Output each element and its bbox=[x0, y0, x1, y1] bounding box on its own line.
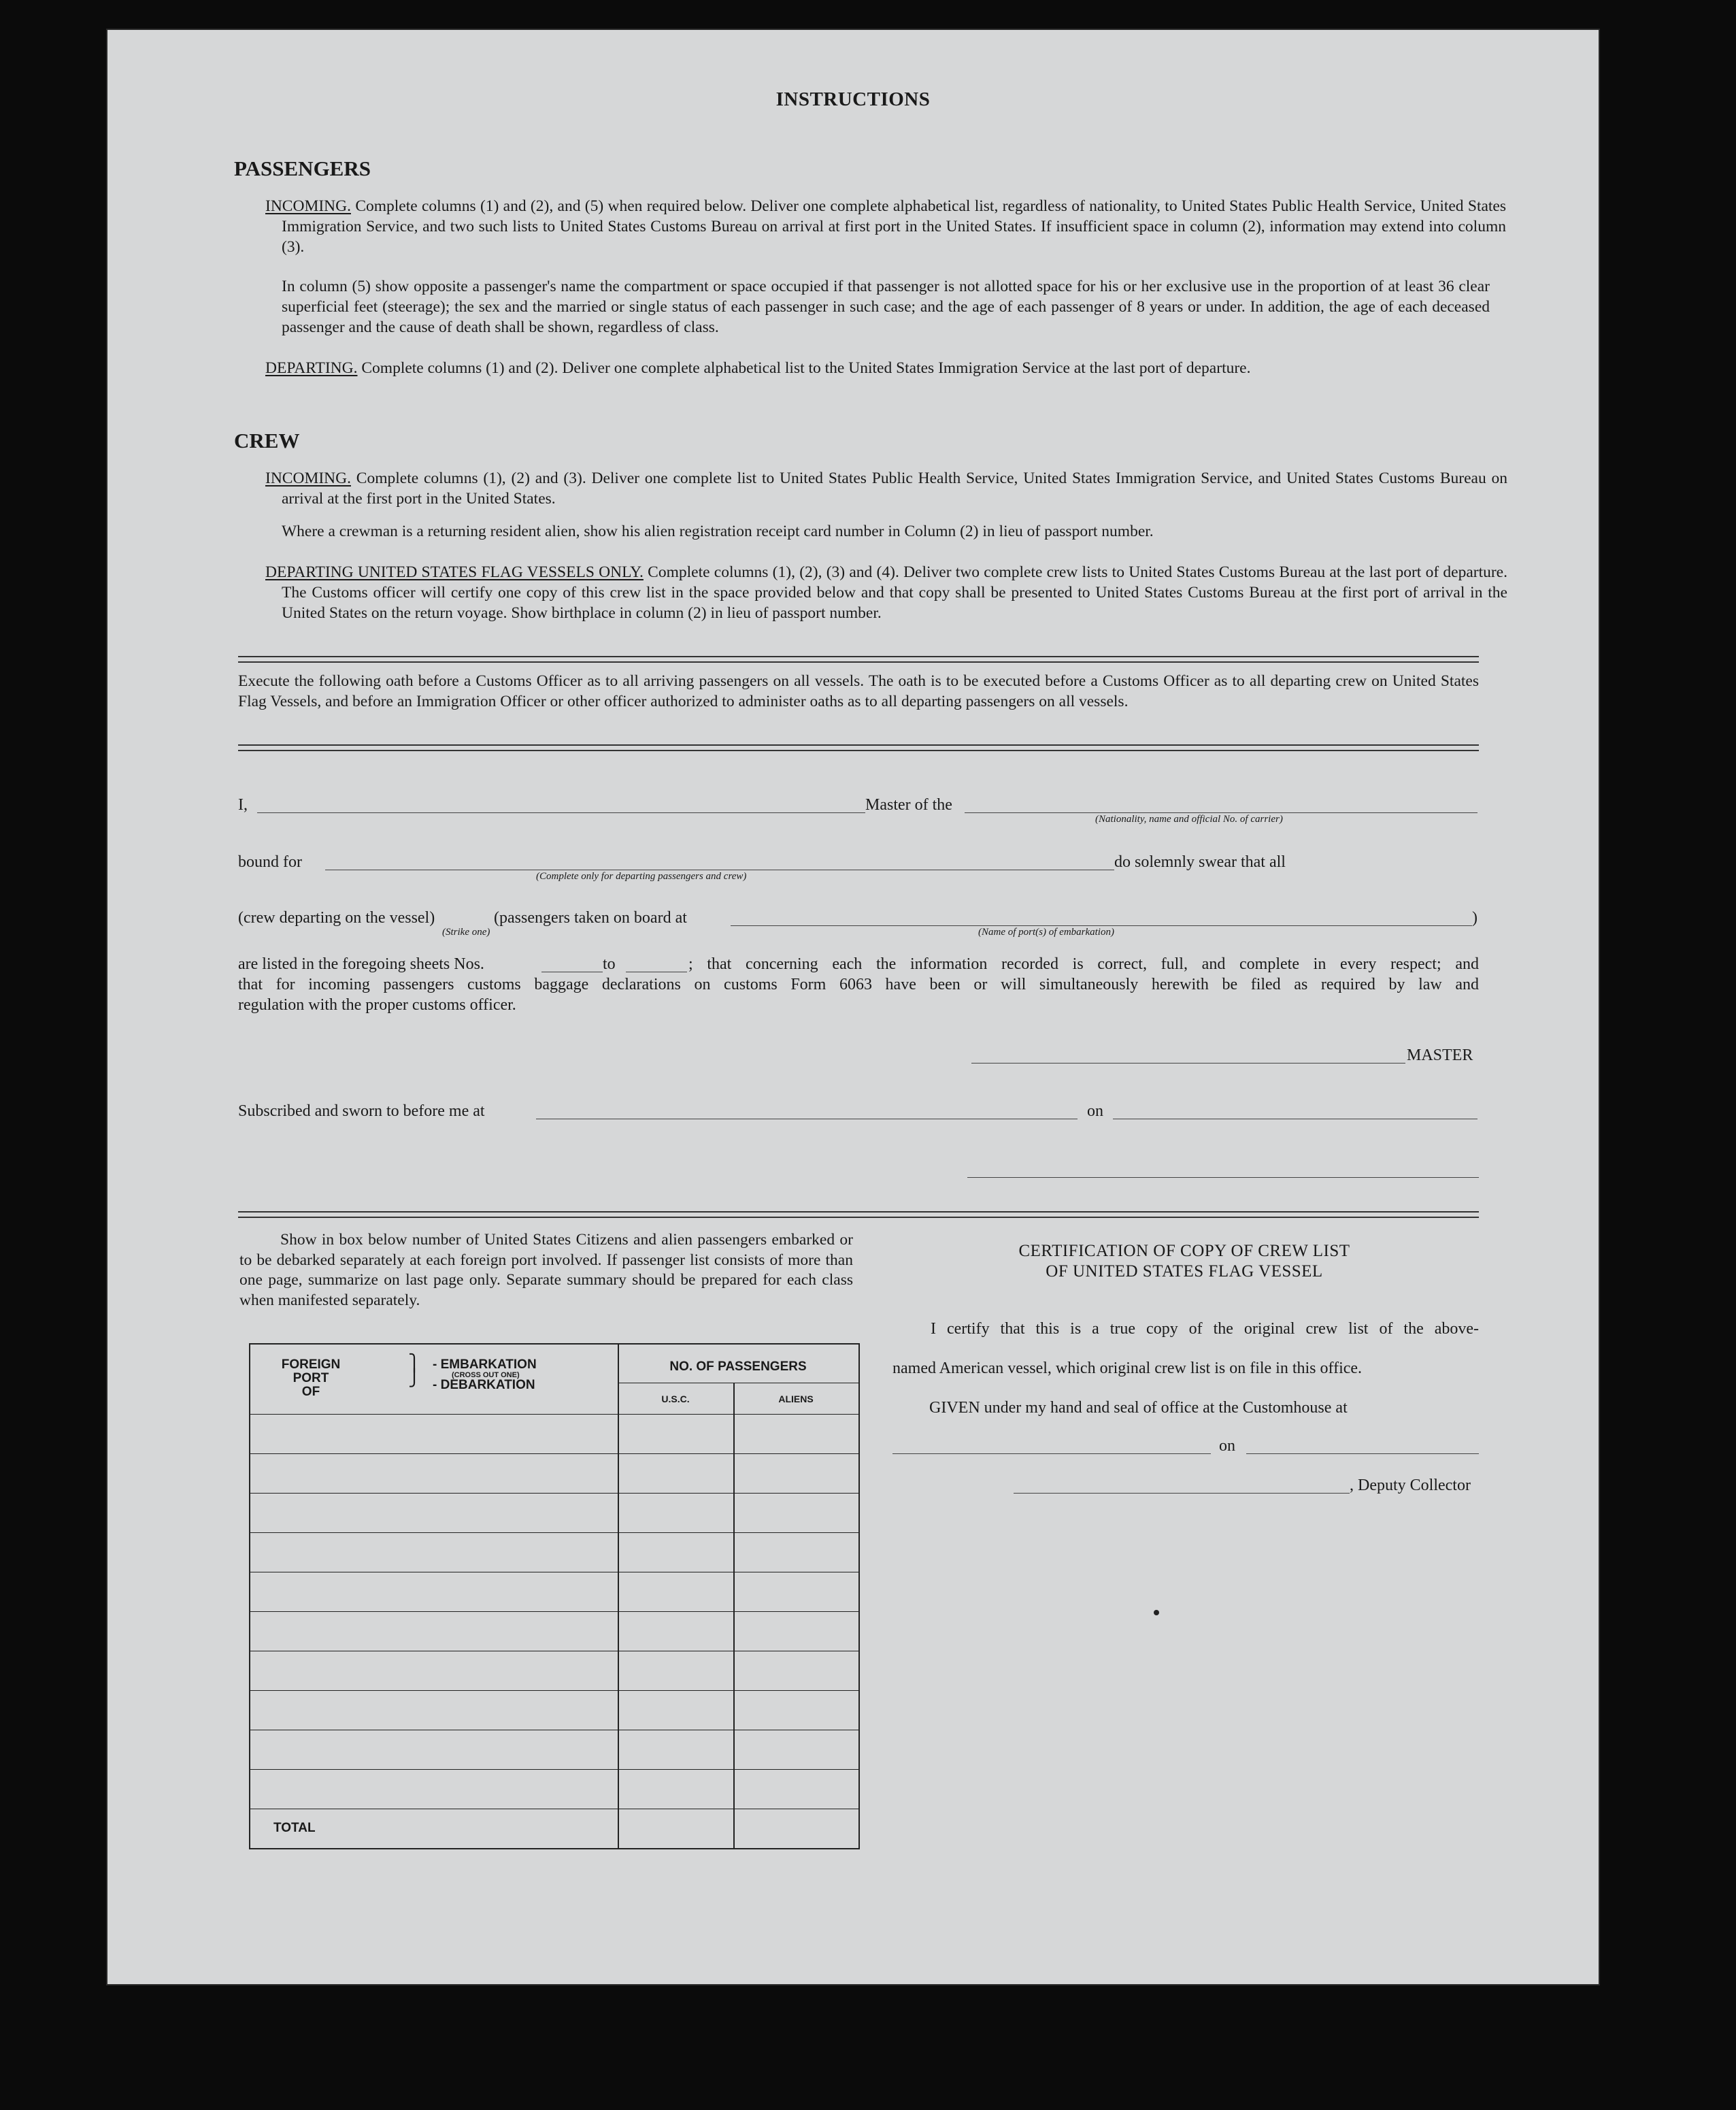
total-label: TOTAL bbox=[273, 1821, 316, 1835]
table-divider bbox=[618, 1345, 619, 1848]
column5-para: In column (5) show opposite a passenger's name the compartment or space occupied if that passenger is not allotted space for his or her exclusive use in the proportion of at least 36 clear superficial feet (steerage); the sex and the married or single status of each passenger in such case; and the age of each passenger of 8 years or under. In addition, the age of each deceased passenger and the cause of death shall be shown, regardless of class. bbox=[282, 278, 1490, 336]
carrier-field[interactable] bbox=[965, 812, 1478, 813]
passengers-incoming-label: INCOMING. bbox=[265, 197, 351, 215]
crew-departing-label: DEPARTING UNITED STATES FLAG VESSELS ONLY. bbox=[265, 563, 644, 581]
listed-to: to bbox=[603, 955, 616, 973]
table-row[interactable] bbox=[250, 1453, 858, 1454]
given-text: GIVEN under my hand and seal of office at the Customhouse at bbox=[929, 1399, 1348, 1417]
form-page bbox=[106, 29, 1600, 1985]
table-row[interactable] bbox=[250, 1690, 858, 1691]
embarkation-label: - EMBARKATION bbox=[433, 1357, 537, 1372]
deputy-signature-field[interactable] bbox=[1014, 1493, 1350, 1494]
divider-double bbox=[238, 1211, 1479, 1218]
passengers-departing-para bbox=[265, 358, 1506, 378]
port-label: PORT bbox=[293, 1371, 329, 1385]
listed-end: ; that concerning each the information recorded is correct, full, and complete in every respect; and bbox=[688, 955, 1479, 973]
customhouse-location-field[interactable] bbox=[892, 1453, 1211, 1454]
of-label: OF bbox=[301, 1385, 320, 1399]
aliens-header: ALIENS bbox=[778, 1394, 814, 1404]
passenger-summary-table bbox=[249, 1343, 860, 1849]
brace-icon: ⎫ ⎭ bbox=[408, 1353, 420, 1387]
crew-incoming-para bbox=[265, 468, 1507, 509]
certification-heading-line1: CERTIFICATION OF COPY OF CREW LIST bbox=[1018, 1242, 1350, 1260]
strike-one-note: (Strike one) bbox=[442, 927, 490, 938]
embark-debark-header bbox=[433, 1358, 537, 1392]
given-on-label: on bbox=[1219, 1437, 1235, 1455]
table-row[interactable] bbox=[250, 1769, 858, 1770]
table-row[interactable] bbox=[250, 1532, 858, 1533]
master-of-the-label: Master of the bbox=[865, 796, 952, 814]
master-signature-label: MASTER bbox=[1407, 1046, 1473, 1064]
deputy-collector-label: , Deputy Collector bbox=[1350, 1477, 1471, 1494]
page-title: INSTRUCTIONS bbox=[775, 88, 931, 110]
certify-line1: I certify that this is a true copy of the original crew list of the above- bbox=[931, 1320, 1479, 1338]
nationality-note: (Nationality, name and official No. of carrier) bbox=[1095, 814, 1283, 825]
close-paren: ) bbox=[1472, 909, 1478, 927]
cross-out-note: (CROSS OUT ONE) bbox=[452, 1371, 520, 1379]
certification-heading bbox=[888, 1241, 1480, 1282]
divider-double bbox=[238, 656, 1479, 663]
listed-start: are listed in the foregoing sheets Nos. bbox=[238, 955, 484, 973]
master-name-field[interactable] bbox=[257, 812, 865, 813]
crew-incoming-text: Complete columns (1), (2) and (3). Deliver one complete list to United States Public Health Service, United States Immigration Service, and United States Customs Bureau on arrival at the first port in the United States. bbox=[282, 469, 1507, 508]
certification-heading-line2: OF UNITED STATES FLAG VESSEL bbox=[1046, 1262, 1323, 1281]
sworn-on-label: on bbox=[1087, 1102, 1103, 1120]
divider-double bbox=[238, 744, 1479, 751]
table-row[interactable] bbox=[250, 1493, 858, 1494]
certify-line2: named American vessel, which original crew list is on file in this office. bbox=[892, 1359, 1363, 1377]
table-divider bbox=[250, 1414, 858, 1415]
crew-departing-text: Complete columns (1), (2), (3) and (4). Deliver two complete crew lists to United States Customs Bureau at the last port of departure. The Customs officer will certify one copy of this crew list in the space provided below and that copy shall be presented to United States Customs Bureau at the first port of arrival in the United States on the return voyage. Show birthplace in column (2) in lieu of passport number. bbox=[282, 563, 1507, 622]
master-signature-field[interactable] bbox=[971, 1063, 1405, 1064]
ink-dot bbox=[1154, 1610, 1159, 1615]
passengers-departing-text: Complete columns (1) and (2). Deliver one complete alphabetical list to the United States Immigration Service at the last port of departure. bbox=[361, 359, 1251, 377]
foreign-port-of-header bbox=[273, 1358, 348, 1399]
passengers-departing-label: DEPARTING. bbox=[265, 359, 358, 377]
name-of-port-note: (Name of port(s) of embarkation) bbox=[978, 927, 1114, 938]
foreign-label: FOREIGN bbox=[281, 1357, 341, 1372]
summary-instructions: Show in box below number of United States Citizens and alien passengers embarked or to be debarked separately at each foreign port involved. If passenger list consists of more than one page, summarize on last page only. Separate summary should be prepared for each class when manifested separately. bbox=[239, 1231, 853, 1309]
table-row[interactable] bbox=[250, 1611, 858, 1612]
swear-text: do solemnly swear that all bbox=[1114, 853, 1286, 871]
bound-for-label: bound for bbox=[238, 853, 302, 871]
table-divider bbox=[733, 1383, 735, 1848]
crew-resident-para: Where a crewman is a returning resident alien, show his alien registration receipt card number in Column (2) in lieu of passport number. bbox=[282, 523, 1154, 540]
oath-i-label: I, bbox=[238, 796, 248, 814]
oath-instructions: Execute the following oath before a Customs Officer as to all arriving passengers on all vessels. The oath is to be executed before a Customs Officer as to all departing crew on United States Flag Vessels, and before an Immigration Officer or other officer authorized to administer oaths as to all departing passengers on all vessels. bbox=[238, 672, 1479, 710]
crew-departing-option: (crew departing on the vessel) bbox=[238, 909, 435, 927]
crew-heading: CREW bbox=[234, 429, 300, 452]
listed-line3: regulation with the proper customs officer. bbox=[238, 996, 516, 1014]
passengers-incoming-para bbox=[265, 196, 1506, 257]
embarkation-port-field[interactable] bbox=[731, 925, 1472, 926]
officer-signature-field[interactable] bbox=[967, 1177, 1479, 1178]
no-of-passengers-header: NO. OF PASSENGERS bbox=[669, 1359, 807, 1374]
subscribed-label: Subscribed and sworn to before me at bbox=[238, 1102, 485, 1120]
crew-departing-para bbox=[265, 562, 1507, 623]
usc-header: U.S.C. bbox=[661, 1394, 690, 1404]
passengers-taken-option: (passengers taken on board at bbox=[494, 909, 687, 927]
debarkation-label: - DEBARKATION bbox=[433, 1378, 535, 1392]
passengers-heading: PASSENGERS bbox=[234, 156, 371, 180]
listed-line2: that for incoming passengers customs baggage declarations on customs Form 6063 have been or will simultaneously herewith be filed as required by law and bbox=[238, 976, 1479, 993]
given-date-field[interactable] bbox=[1246, 1453, 1479, 1454]
passengers-incoming-text: Complete columns (1) and (2), and (5) when required below. Deliver one complete alphabetical list, regardless of nationality, to United States Public Health Service, United States Immigration Service, and two such lists to United States Customs Bureau on arrival at first port in the United States. If insufficient space in column (2), information may extend into column (3). bbox=[282, 197, 1507, 256]
crew-incoming-label: INCOMING. bbox=[265, 469, 351, 487]
complete-only-note: (Complete only for departing passengers and crew) bbox=[536, 871, 747, 882]
